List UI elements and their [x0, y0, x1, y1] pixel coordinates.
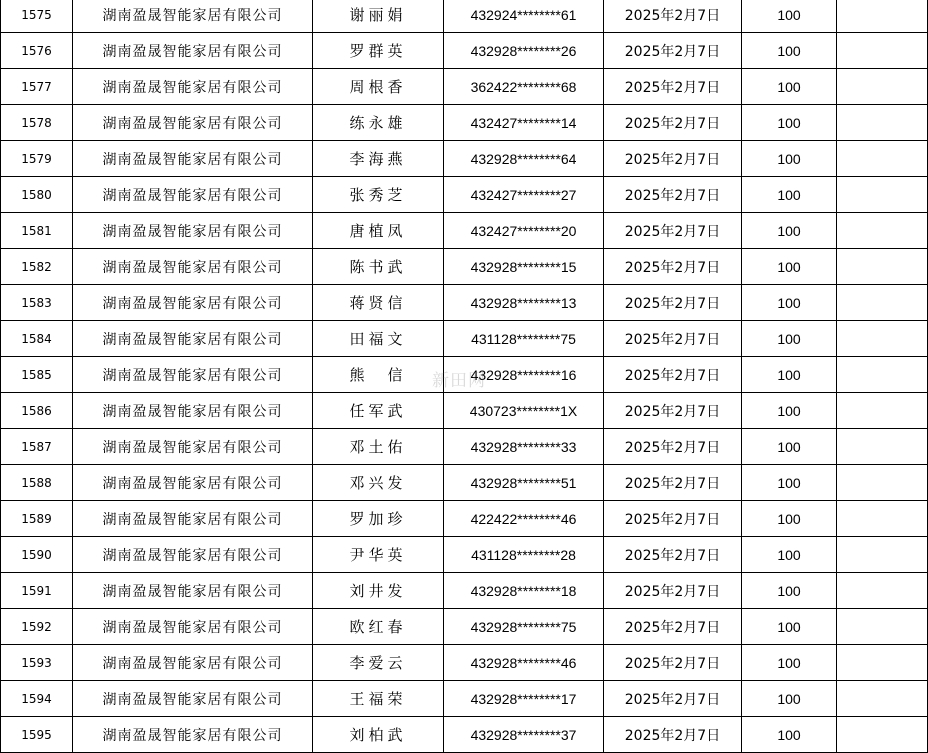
person-name-cell: 王福荣: [313, 681, 444, 717]
row-number-cell: 1575: [1, 0, 73, 33]
date-cell: 2025年2月7日: [604, 501, 742, 537]
id-number-cell: 432427********20: [444, 213, 604, 249]
empty-cell: [837, 141, 928, 177]
date-cell: 2025年2月7日: [604, 141, 742, 177]
row-number-cell: 1576: [1, 33, 73, 69]
person-name-cell: 刘柏武: [313, 717, 444, 753]
id-number-cell: 432427********14: [444, 105, 604, 141]
row-number-cell: 1585: [1, 357, 73, 393]
company-cell: 湖南盈晟智能家居有限公司: [73, 681, 313, 717]
id-number-cell: 432928********13: [444, 285, 604, 321]
company-cell: 湖南盈晟智能家居有限公司: [73, 249, 313, 285]
row-number-cell: 1584: [1, 321, 73, 357]
id-number-cell: 432928********15: [444, 249, 604, 285]
company-cell: 湖南盈晟智能家居有限公司: [73, 429, 313, 465]
table-row: [1, 357, 928, 393]
person-name-cell: 李爱云: [313, 645, 444, 681]
table-row: [1, 0, 928, 33]
date-cell: 2025年2月7日: [604, 465, 742, 501]
row-number-cell: 1580: [1, 177, 73, 213]
empty-cell: [837, 249, 928, 285]
date-cell: 2025年2月7日: [604, 321, 742, 357]
empty-cell: [837, 177, 928, 213]
empty-cell: [837, 717, 928, 753]
date-cell: 2025年2月7日: [604, 393, 742, 429]
table-row: [1, 681, 928, 717]
row-number-cell: 1589: [1, 501, 73, 537]
company-cell: 湖南盈晟智能家居有限公司: [73, 69, 313, 105]
id-number-cell: 431128********28: [444, 537, 604, 573]
row-number-cell: 1579: [1, 141, 73, 177]
date-cell: 2025年2月7日: [604, 681, 742, 717]
table-row: [1, 573, 928, 609]
table-row: [1, 393, 928, 429]
table-row: [1, 537, 928, 573]
person-name-cell: 熊 信: [313, 357, 444, 393]
table-row: [1, 33, 928, 69]
amount-cell: 100: [742, 681, 837, 717]
id-number-cell: 432928********33: [444, 429, 604, 465]
id-number-cell: 431128********75: [444, 321, 604, 357]
company-cell: 湖南盈晟智能家居有限公司: [73, 285, 313, 321]
empty-cell: [837, 69, 928, 105]
row-number-cell: 1583: [1, 285, 73, 321]
empty-cell: [837, 681, 928, 717]
row-number-cell: 1577: [1, 69, 73, 105]
table-row: [1, 465, 928, 501]
empty-cell: [837, 33, 928, 69]
person-name-cell: 谢丽娟: [313, 0, 444, 33]
table-row: [1, 717, 928, 753]
company-cell: 湖南盈晟智能家居有限公司: [73, 177, 313, 213]
empty-cell: [837, 0, 928, 33]
date-cell: 2025年2月7日: [604, 573, 742, 609]
amount-cell: 100: [742, 609, 837, 645]
amount-cell: 100: [742, 537, 837, 573]
id-number-cell: 432928********64: [444, 141, 604, 177]
date-cell: 2025年2月7日: [604, 105, 742, 141]
id-number-cell: 432928********51: [444, 465, 604, 501]
company-cell: 湖南盈晟智能家居有限公司: [73, 501, 313, 537]
person-name-cell: 任军武: [313, 393, 444, 429]
row-number-cell: 1593: [1, 645, 73, 681]
person-name-cell: 张秀芝: [313, 177, 444, 213]
amount-cell: 100: [742, 429, 837, 465]
row-number-cell: 1592: [1, 609, 73, 645]
amount-cell: 100: [742, 213, 837, 249]
person-name-cell: 罗群英: [313, 33, 444, 69]
row-number-cell: 1588: [1, 465, 73, 501]
table-row: [1, 249, 928, 285]
empty-cell: [837, 285, 928, 321]
empty-cell: [837, 465, 928, 501]
person-name-cell: 田福文: [313, 321, 444, 357]
table-row: [1, 645, 928, 681]
table-row: [1, 501, 928, 537]
date-cell: 2025年2月7日: [604, 537, 742, 573]
date-cell: 2025年2月7日: [604, 249, 742, 285]
company-cell: 湖南盈晟智能家居有限公司: [73, 609, 313, 645]
amount-cell: 100: [742, 645, 837, 681]
id-number-cell: 432427********27: [444, 177, 604, 213]
amount-cell: 100: [742, 0, 837, 33]
row-number-cell: 1590: [1, 537, 73, 573]
amount-cell: 100: [742, 249, 837, 285]
id-number-cell: 432928********75: [444, 609, 604, 645]
amount-cell: 100: [742, 105, 837, 141]
date-cell: 2025年2月7日: [604, 69, 742, 105]
company-cell: 湖南盈晟智能家居有限公司: [73, 0, 313, 33]
date-cell: 2025年2月7日: [604, 33, 742, 69]
person-name-cell: 邓土佑: [313, 429, 444, 465]
company-cell: 湖南盈晟智能家居有限公司: [73, 465, 313, 501]
id-number-cell: 432928********18: [444, 573, 604, 609]
company-cell: 湖南盈晟智能家居有限公司: [73, 537, 313, 573]
empty-cell: [837, 501, 928, 537]
amount-cell: 100: [742, 393, 837, 429]
date-cell: 2025年2月7日: [604, 0, 742, 33]
date-cell: 2025年2月7日: [604, 213, 742, 249]
empty-cell: [837, 537, 928, 573]
amount-cell: 100: [742, 717, 837, 753]
amount-cell: 100: [742, 33, 837, 69]
empty-cell: [837, 213, 928, 249]
row-number-cell: 1581: [1, 213, 73, 249]
company-cell: 湖南盈晟智能家居有限公司: [73, 213, 313, 249]
row-number-cell: 1594: [1, 681, 73, 717]
row-number-cell: 1578: [1, 105, 73, 141]
row-number-cell: 1587: [1, 429, 73, 465]
amount-cell: 100: [742, 285, 837, 321]
company-cell: 湖南盈晟智能家居有限公司: [73, 645, 313, 681]
person-name-cell: 欧红春: [313, 609, 444, 645]
person-name-cell: 罗加珍: [313, 501, 444, 537]
table-row: [1, 105, 928, 141]
person-name-cell: 刘井发: [313, 573, 444, 609]
person-name-cell: 练永雄: [313, 105, 444, 141]
person-name-cell: 蒋贤信: [313, 285, 444, 321]
id-number-cell: 432924********61: [444, 0, 604, 33]
company-cell: 湖南盈晟智能家居有限公司: [73, 573, 313, 609]
amount-cell: 100: [742, 465, 837, 501]
amount-cell: 100: [742, 357, 837, 393]
row-number-cell: 1591: [1, 573, 73, 609]
empty-cell: [837, 357, 928, 393]
empty-cell: [837, 393, 928, 429]
table-row: [1, 285, 928, 321]
table-row: [1, 321, 928, 357]
person-name-cell: 周根香: [313, 69, 444, 105]
table-row: [1, 213, 928, 249]
row-number-cell: 1595: [1, 717, 73, 753]
amount-cell: 100: [742, 321, 837, 357]
table-row: [1, 429, 928, 465]
company-cell: 湖南盈晟智能家居有限公司: [73, 33, 313, 69]
amount-cell: 100: [742, 501, 837, 537]
id-number-cell: 430723********1X: [444, 393, 604, 429]
date-cell: 2025年2月7日: [604, 717, 742, 753]
id-number-cell: 432928********16: [444, 357, 604, 393]
watermark: 新田网: [432, 371, 486, 391]
amount-cell: 100: [742, 573, 837, 609]
date-cell: 2025年2月7日: [604, 177, 742, 213]
id-number-cell: 362422********68: [444, 69, 604, 105]
person-name-cell: 陈书武: [313, 249, 444, 285]
company-cell: 湖南盈晟智能家居有限公司: [73, 321, 313, 357]
empty-cell: [837, 321, 928, 357]
id-number-cell: 432928********46: [444, 645, 604, 681]
amount-cell: 100: [742, 177, 837, 213]
row-number-cell: 1582: [1, 249, 73, 285]
table-row: [1, 177, 928, 213]
row-number-cell: 1586: [1, 393, 73, 429]
company-cell: 湖南盈晟智能家居有限公司: [73, 357, 313, 393]
person-name-cell: 李海燕: [313, 141, 444, 177]
person-name-cell: 尹华英: [313, 537, 444, 573]
table-body: [1, 0, 928, 753]
amount-cell: 100: [742, 69, 837, 105]
empty-cell: [837, 105, 928, 141]
id-number-cell: 432928********17: [444, 681, 604, 717]
date-cell: 2025年2月7日: [604, 285, 742, 321]
date-cell: 2025年2月7日: [604, 645, 742, 681]
person-name-cell: 邓兴发: [313, 465, 444, 501]
date-cell: 2025年2月7日: [604, 357, 742, 393]
table-row: [1, 609, 928, 645]
id-number-cell: 432928********37: [444, 717, 604, 753]
company-cell: 湖南盈晟智能家居有限公司: [73, 105, 313, 141]
empty-cell: [837, 573, 928, 609]
person-name-cell: 唐植凤: [313, 213, 444, 249]
company-cell: 湖南盈晟智能家居有限公司: [73, 393, 313, 429]
company-cell: 湖南盈晟智能家居有限公司: [73, 141, 313, 177]
date-cell: 2025年2月7日: [604, 429, 742, 465]
company-cell: 湖南盈晟智能家居有限公司: [73, 717, 313, 753]
table-row: [1, 69, 928, 105]
table-row: [1, 141, 928, 177]
empty-cell: [837, 645, 928, 681]
date-cell: 2025年2月7日: [604, 609, 742, 645]
id-number-cell: 422422********46: [444, 501, 604, 537]
empty-cell: [837, 609, 928, 645]
amount-cell: 100: [742, 141, 837, 177]
id-number-cell: 432928********26: [444, 33, 604, 69]
empty-cell: [837, 429, 928, 465]
